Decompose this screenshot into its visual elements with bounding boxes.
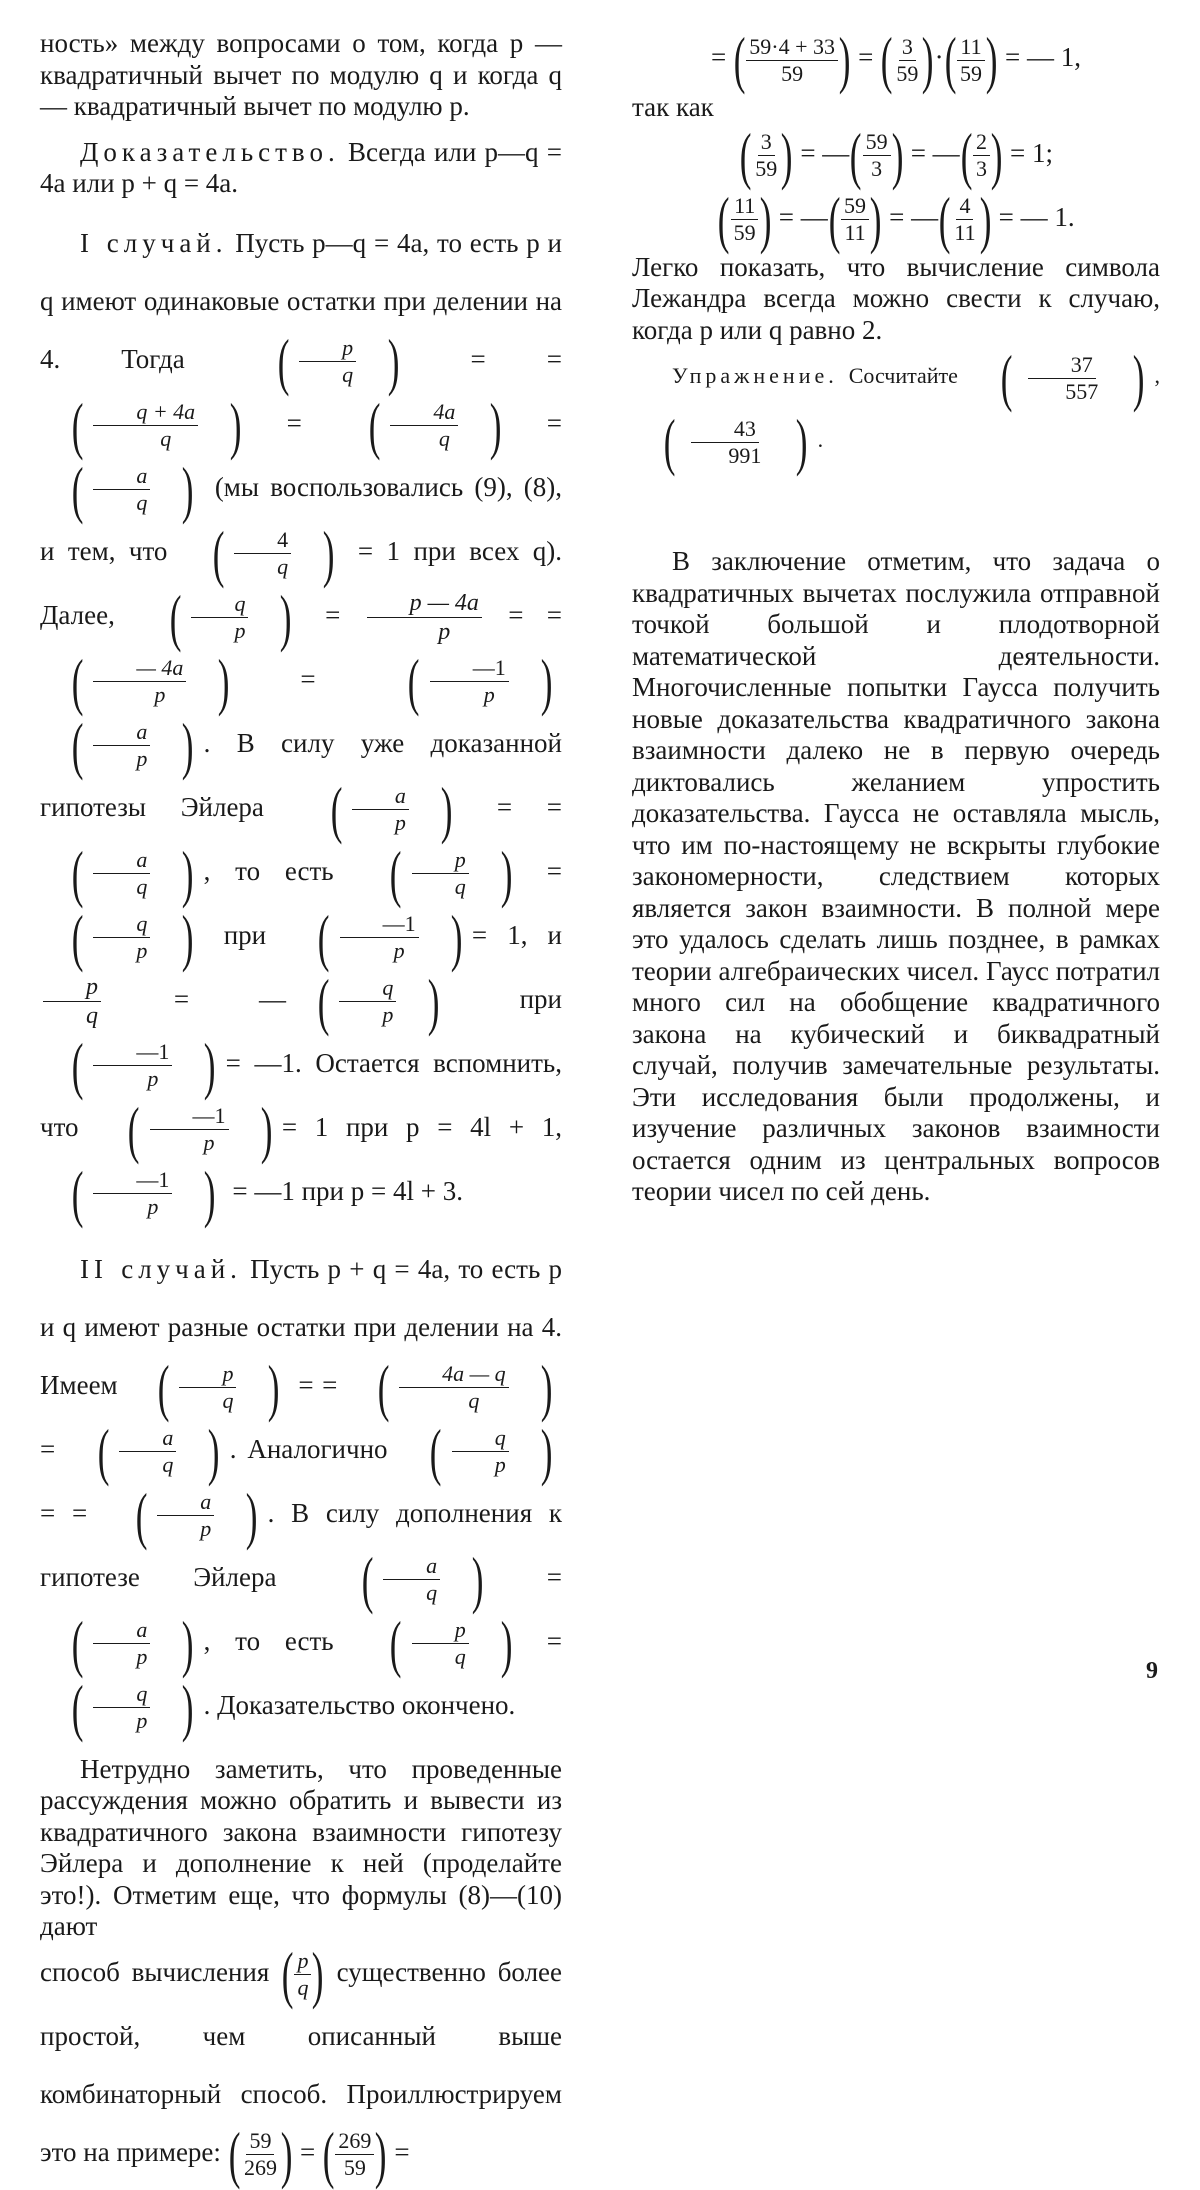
legendre-4-11: ( $\frac{4}{11}$ )	[938, 183, 992, 255]
legendre-p-q-5: ( $\frac{p}{q}$ )	[281, 1938, 324, 2010]
case1-used: (мы воспользовались (9), (8), и тем, что	[40, 471, 562, 566]
legendre-59-269: ( $\frac{59}{269}$ )	[228, 2118, 293, 2190]
legendre-4a-q: ( $\frac{4a}{q}$ )	[368, 389, 502, 461]
fraction-p-over-q: $\frac{p}{q}$	[43, 974, 101, 1029]
legendre-q-p-4: ( $\frac{q}{p}$ )	[430, 1415, 553, 1487]
legendre-neg1-p-2: ( $\frac{—1}{p}$ )	[318, 901, 463, 973]
exercise-text: Сосчитайте	[848, 363, 958, 389]
conclusion-paragraph: В заключение отметим, что задача о квадратичных вычетах послужила отправной точкой большой и плодотворной математической деятельности. Многочисленные попытки Гаусса получить новые доказательства квадратичного закона взаимности далеко не в первую очередь диктовались желанием упростить доказательства. Гаусса не оставляла мысль, что им по-настоящему не вскрыты глубокие закономерности, следствием которых является закон взаимности. В полной мере это удалось сделать лишь позднее, в рамках теории алгебраических чисел. Гаусс потратил много сил на обобщение квадратичного закона на кубический и биквадратный случай, получив замечательные результаты. Эти исследования были продолжены, и изучение различных законов взаимности остается одним из центральных вопросов теории чисел по сей день.	[632, 546, 1160, 1206]
legendre-example-sum: ( $\frac{59\cdot 4 + 33}{59}$ )	[733, 24, 851, 95]
exercise-heading: Упражнение.	[672, 363, 838, 389]
legendre-a-p-3: ( $\frac{a}{p}$ )	[135, 1479, 258, 1551]
legendre-59-3: ( $\frac{59}{3}$ )	[850, 119, 904, 191]
legendre-q-p-5: ( $\frac{q}{p}$ )	[71, 1671, 194, 1743]
legendre-43-991: ( $\frac{43}{991}$ )	[663, 406, 808, 477]
paragraph-intro: ность» между вопросами о том, когда p — квадратичный вычет по модулю q и когда q — квадратичный вычет по модулю p.	[40, 28, 562, 121]
legendre-11-59-b: ( $\frac{11}{59}$ )	[718, 183, 772, 255]
case1-intro: Пусть p—q = 4a, то есть p и q имеют одинаковые остатки при делении на 4. Тогда	[40, 227, 563, 374]
left-column	[40, 28, 563, 2190]
legendre-a-q: ( $\frac{a}{q}$ )	[71, 453, 194, 525]
fraction-p-4a-over-p: $\frac{p — 4a}{p}$	[367, 590, 482, 645]
since-text: так как	[632, 92, 714, 122]
method-paragraph: способ вычисления ( $\frac{p}{q}$ ) существенно более простой, чем описанный выше комбинаторный способ. Проиллюстрируем это на примере: ( $\frac{59}{269}$ ) = ( $\frac{269}{59}$ ) =	[40, 1938, 563, 2190]
proof-text: Всегда или p—q = 4a или p + q = 4a.	[40, 136, 563, 198]
case1-when-p3: при p = 4l + 3.	[301, 1175, 463, 1206]
legendre-11-59: ( $\frac{11}{59}$ )	[944, 24, 998, 95]
case2-thatis: , то есть	[203, 1625, 334, 1656]
case1-when-p1: = 1 при p = 4l + 1,	[281, 1111, 562, 1142]
legendre-neg1-p-5: ( $\frac{—1}{p}$ )	[71, 1157, 216, 1229]
legendre-a-p: ( $\frac{a}{p}$ )	[71, 709, 194, 781]
case1-paragraph: I случай. Пусть p—q = 4a, то есть p и q имеют одинаковые остатки при делении на 4. Тогда ( $\frac{p}{q}$ ) = = ( $\frac{q + 4a}{q}$ ) = ( $\frac{4a}{q}$ ) = ( $\frac{a}{q}$ ) (мы воспользовались (9), (8), и тем, что ( $\frac{4}{q}$ ) = 1 при всех q). Далее, ( $\frac{q}{p}$ ) = $\frac{p — 4a}{p}$ = = ( $\frac{— 4a}{p}$ ) = ( $\frac{—1}{p}$ ) ( $\frac{a}{p}$ ) . В силу уже доказанной гипотезы Эйлера ( $\frac{a}{p}$ ) = = ( $\frac{a}{q}$ ) , то есть ( $\frac{p}{q}$ ) = ( $\frac{q}{p}$ ) при ( $\frac{—1}{p}$ ) = 1, и $\frac{p}{q}$ = — ( $\frac{q}{p}$ ) при ( $\frac{—1}{p}$ ) = —1. Остается вспомнить, что ( $\frac{—1}{p}$ ) = 1 при p = 4l + 1, ( $\frac{—1}{p}$ ) = —1 при p = 4l + 3.	[40, 227, 563, 1229]
legendre-2-3: ( $\frac{2}{3}$ )	[960, 119, 1003, 191]
case2-similar: . Аналогично	[229, 1433, 388, 1464]
legendre-neg1-p: ( $\frac{—1}{p}$ )	[408, 645, 553, 717]
legendre-p-q-4: ( $\frac{p}{q}$ )	[390, 1607, 513, 1679]
legendre-a-q-3: ( $\frac{a}{q}$ )	[97, 1415, 220, 1487]
legendre-q4a-q: ( $\frac{q + 4a}{q}$ )	[71, 389, 242, 461]
case1-thatis: , то есть	[203, 855, 334, 886]
legendre-p-q: ( $\frac{p}{q}$ )	[277, 325, 400, 397]
case1-due: . В силу уже доказанной гипотезы Эйлера	[40, 727, 562, 822]
since-formula-1: ( $\frac{3}{59}$ ) = — ( $\frac{59}{3}$ ) = — ( $\frac{2}{3}$ ) = 1;	[739, 119, 1054, 191]
since-formula-2: ( $\frac{11}{59}$ ) = — ( $\frac{59}{11}$ ) = — ( $\frac{4}{11}$ ) = — 1.	[718, 183, 1075, 255]
proof-paragraph	[40, 137, 562, 200]
legendre-q-p-3: ( $\frac{q}{p}$ )	[317, 965, 440, 1037]
legendre-59-11: ( $\frac{59}{11}$ )	[828, 183, 882, 255]
legendre-neg1-p-3: ( $\frac{—1}{p}$ )	[71, 1029, 216, 1101]
method-text-a: способ вычисления	[40, 1956, 270, 1987]
legendre-p-q-2: ( $\frac{p}{q}$ )	[390, 837, 513, 909]
legendre-p-q-3: ( $\frac{p}{q}$ )	[157, 1351, 281, 1423]
right-column	[632, 24, 1161, 1208]
exercise-paragraph: Упражнение. Сосчитайте ( $\frac{37}{557}$ ) , ( $\frac{43}{991}$ ) .	[632, 346, 1160, 474]
case2-paragraph: II случай. Пусть p + q = 4a, то есть p и q имеют разные остатки при делении на 4. Имеем ( $\frac{p}{q}$ ) = = ( $\frac{4a — q}{q}$ ) = ( $\frac{a}{q}$ ) . Аналогично ( $\frac{q}{p}$ ) = = ( $\frac{a}{p}$ ) . В силу дополнения к гипотезе Эйлера ( $\frac{a}{q}$ ) = ( $\frac{a}{p}$ ) , то есть ( $\frac{p}{q}$ ) = ( $\frac{q}{p}$ ) . Доказательство окончено.	[40, 1253, 563, 1743]
legendre-a-p-4: ( $\frac{a}{p}$ )	[71, 1607, 194, 1679]
case2-heading: II случай.	[80, 1253, 242, 1284]
legendre-37-557: ( $\frac{37}{557}$ )	[1000, 342, 1145, 413]
case1-and: = 1, и	[471, 919, 563, 950]
legendre-a-q-2: ( $\frac{a}{q}$ )	[71, 837, 194, 909]
legendre-q-p: ( $\frac{q}{p}$ )	[169, 581, 292, 653]
legendre-3-59-b: ( $\frac{3}{59}$ )	[739, 119, 793, 191]
case2-supp: . В силу дополнения к гипотезе Эйлера	[40, 1497, 562, 1592]
case1-when2: при	[519, 983, 563, 1014]
legendre-a-p-2: ( $\frac{a}{p}$ )	[330, 773, 453, 845]
legendre-3-59: ( $\frac{3}{59}$ )	[880, 24, 934, 95]
legendre-q-p-2: ( $\frac{q}{p}$ )	[71, 901, 194, 973]
legendre-neg4a-p: ( $\frac{— 4a}{p}$ )	[71, 645, 230, 717]
proof-heading: Доказательство.	[80, 136, 340, 167]
case1-remember: = —1. Остается вспомнить, что	[40, 1047, 562, 1142]
legendre-neg1-p-4: ( $\frac{—1}{p}$ )	[128, 1093, 273, 1165]
case1-when: при	[223, 919, 267, 950]
legendre-4-q: ( $\frac{4}{q}$ )	[212, 517, 335, 589]
example-result: = ( $\frac{59\cdot 4 + 33}{59}$ ) = ( $\frac{3}{59}$ ) · ( $\frac{11}{59}$ ) = — 1,	[710, 24, 1082, 95]
case2-intro: Пусть p + q = 4a, то есть p и q имеют разные остатки при делении на 4. Имеем	[40, 1253, 563, 1400]
case2-end: . Доказательство окончено.	[203, 1689, 516, 1720]
legendre-a-q-4: ( $\frac{a}{q}$ )	[361, 1543, 484, 1615]
case1-allq: при всех q). Далее,	[40, 535, 562, 630]
legendre-269-59: ( $\frac{269}{59}$ )	[322, 2118, 387, 2190]
page-number: 9	[1146, 1658, 1158, 1684]
case1-heading: I случай.	[80, 227, 228, 258]
remark-paragraph	[40, 1754, 562, 1943]
method-text-b: существенно более простой, чем описанный выше комбинаторный способ. Проиллюстрируем это на примере:	[40, 1956, 563, 2167]
remark-text: Нетрудно заметить, что проведенные рассуждения можно обратить и вывести из квадратичного закона взаимности гипотезу Эйлера и дополнение к ней (проделайте это!). Отметим еще, что формулы (8)—(10) дают	[40, 1753, 562, 1941]
easy-paragraph: Легко показать, что вычисление символа Лежандра всегда можно свести к случаю, когда p или q равно 2.	[632, 251, 1160, 345]
legendre-4a-q-q: ( $\frac{4a — q}{q}$ )	[377, 1351, 553, 1423]
